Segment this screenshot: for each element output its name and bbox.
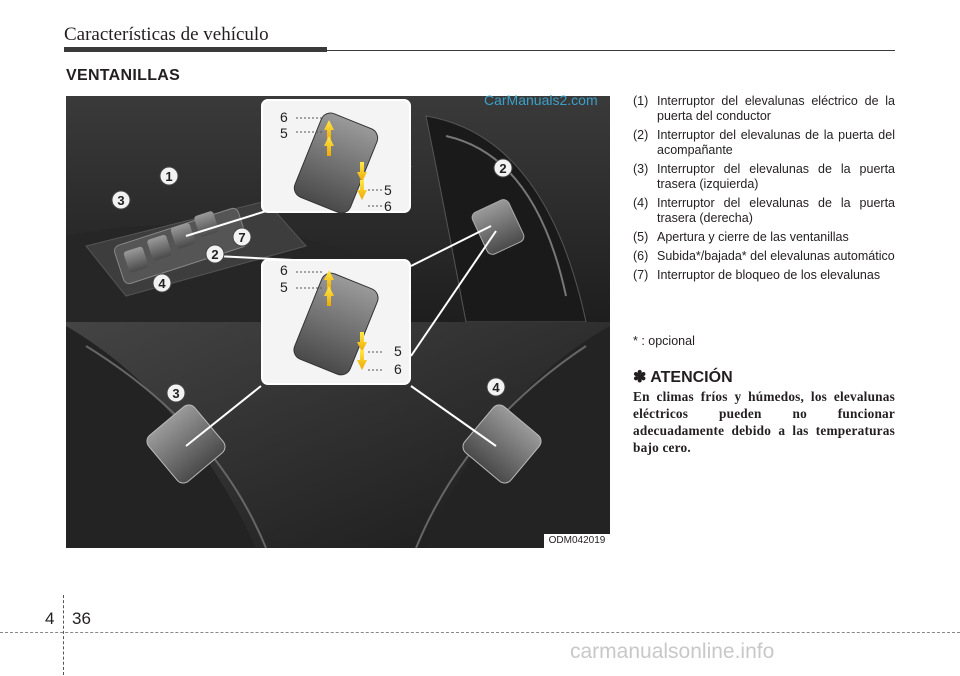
callout-3: 3 [117, 193, 125, 208]
detail-label-5-bottom-down: 5 [394, 343, 402, 359]
footer-vertical-divider [63, 595, 64, 675]
callout-3-rear: 3 [172, 386, 180, 401]
section-title: VENTANILLAS [66, 67, 181, 84]
list-item-text: Interruptor del elevalunas eléctrico de la puerta del conductor [657, 94, 895, 123]
list-item-text: Subida*/bajada* del elevalunas automático [657, 249, 895, 263]
list-item-number: (6) [633, 249, 649, 263]
callout-2-driver: 2 [211, 247, 219, 262]
list-item [633, 268, 895, 283]
window-switch-figure [66, 96, 610, 548]
figure-illustration [66, 96, 610, 548]
caution-title: ✽ ATENCIÓN [633, 369, 733, 386]
detail-label-5-top-down: 5 [384, 182, 392, 198]
header-rule-thick [64, 47, 327, 52]
list-item-text: Interruptor del elevalunas de la puerta trasera (derecha) [657, 196, 895, 225]
callout-2-passenger: 2 [499, 161, 507, 176]
list-item [633, 94, 895, 124]
list-item-text: Interruptor del elevalunas de la puerta trasera (izquierda) [657, 162, 895, 191]
list-item [633, 196, 895, 226]
footer-divider [0, 632, 960, 633]
optional-note: * : opcional [633, 334, 695, 348]
callout-7: 7 [238, 230, 246, 245]
list-item [633, 230, 895, 245]
detail-label-6-bottom-down: 6 [394, 361, 402, 377]
list-item-number: (1) [633, 94, 649, 108]
list-item-text: Apertura y cierre de las ventanillas [657, 230, 849, 244]
component-list [633, 94, 895, 287]
list-item-number: (3) [633, 162, 649, 176]
detail-label-5-top: 5 [280, 125, 288, 141]
list-item-number: (4) [633, 196, 649, 210]
detail-label-6-bottom: 6 [280, 262, 288, 278]
list-item-number: (7) [633, 268, 649, 282]
list-item [633, 128, 895, 158]
list-item [633, 162, 895, 192]
watermark-bottom[interactable]: carmanualsonline.info [570, 640, 775, 663]
header-title: Características de vehículo [64, 24, 269, 45]
page-number: 36 [72, 609, 91, 628]
list-item [633, 249, 895, 264]
caution-body: En climas fríos y húmedos, los elevalunas eléctricos pueden no funcionar adecuadamente debido a las temperaturas bajo cero. [633, 389, 895, 455]
watermark-top[interactable]: CarManuals2.com [484, 92, 598, 108]
list-item-text: Interruptor de bloqueo de los elevalunas [657, 268, 881, 282]
figure-code: ODM042019 [544, 534, 610, 548]
section-number: 4 [45, 609, 55, 628]
list-item-text: Interruptor del elevalunas de la puerta del acompañante [657, 128, 895, 157]
detail-label-6-top-down: 6 [384, 198, 392, 214]
header-rule-thin [327, 50, 895, 51]
detail-label-5-bottom: 5 [280, 279, 288, 295]
callout-1: 1 [165, 169, 173, 184]
callout-4-rear: 4 [492, 380, 500, 395]
list-item-number: (5) [633, 230, 649, 244]
detail-label-6-top: 6 [280, 109, 288, 125]
callout-4: 4 [158, 276, 166, 291]
list-item-number: (2) [633, 128, 649, 142]
